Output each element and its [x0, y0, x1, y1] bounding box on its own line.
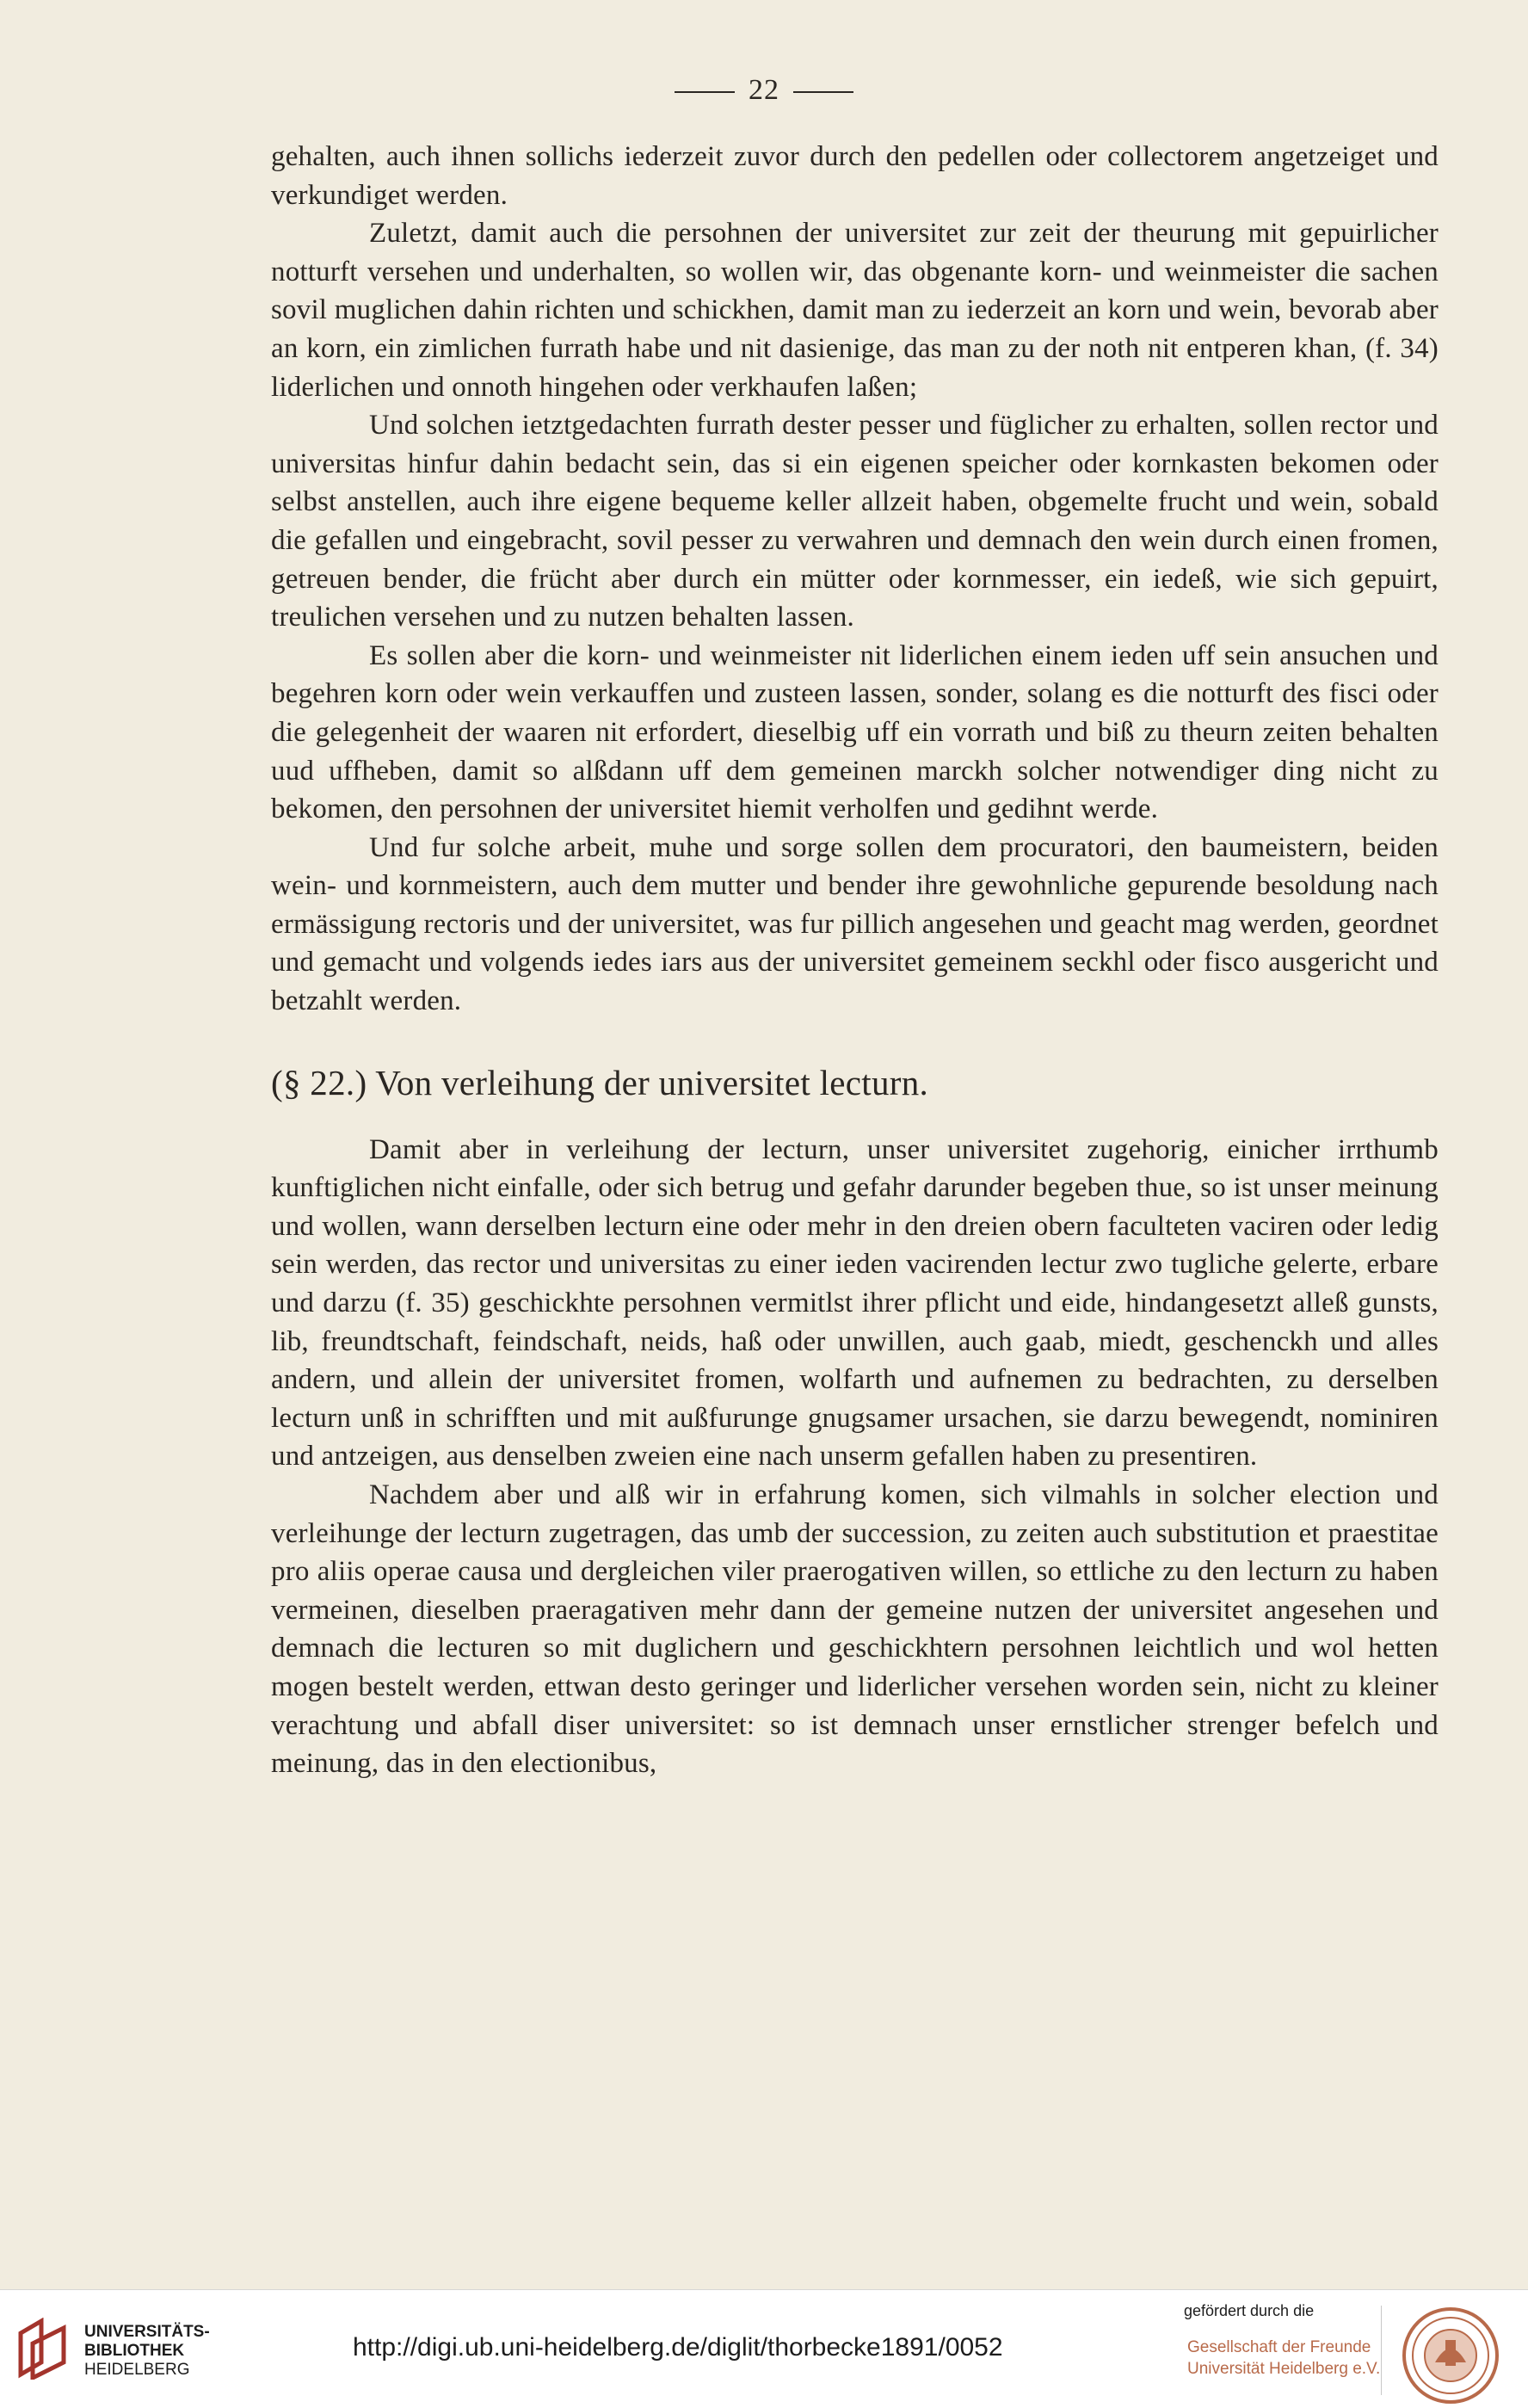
section-heading: (§ 22.) Von verleihung der universitet lecturn. [271, 1062, 929, 1102]
university-seal-icon [1401, 2306, 1500, 2405]
left-dash [675, 91, 735, 93]
library-name: UNIVERSITÄTS- BIBLIOTHEK HEIDELBERG [84, 2323, 210, 2379]
funded-by-label: gefördert durch die [1184, 2302, 1315, 2319]
footer-divider [1381, 2306, 1382, 2395]
digitization-footer [0, 2289, 1528, 2408]
paragraph: Nachdem aber und alß wir in erfahrung komen, sich vilmahls in solcher election und verleihunge der lecturn zugetragen, das umb der succession, zu zeiten auch substitution et praestitae pro aliis operae causa und dergleichen viler praerogativen willen, so ettliche zu den lecturn zu haben vermeinen, dieselben praeragativen mehr dann der gemeine nutzen der universitet angesehen und demnach die lecturen so mit duglichern und geschickhtern persohnen leichtlich und wol hetten mogen bestelt werden, ettwan desto geringer und liderlicher versehen worden sein, nicht zu kleiner verachtung und abfall diser universitet: so ist demnach unser ernstlicher strenger befelch und meinung, das in den electionibus, [271, 1479, 1439, 1780]
page-number: 22 [0, 74, 1528, 107]
paragraph: Es sollen aber die korn- und weinmeister nit liderlichen einem ieden uff sein ansuchen und begehren korn oder wein verkauffen und zusteen lassen, sonder, solang es die notturft des fisci oder die gelegenheit der waaren nit erfordert, dieselbig uff ein vorrath und biß zu theurn zeiten behalten uud uffheben, damit so alßdann uff dem gemeinen marckh solcher notwendiger ding nicht zu bekomen, den persohnen der universitet hiemit verholfen und gedihnt werde. [271, 639, 1439, 825]
paragraph: Und fur solche arbeit, muhe und sorge sollen dem procuratori, den baumeistern, beiden wein- und kornmeistern, auch dem mutter und bender ihre gewohnliche gepurende besoldung nach ermässigung rectoris und der universitet, was fur pillich angesehen und geacht mag werden, geordnet und gemacht und volgends iedes iars aus der universitet gemeinem seckhl oder fisco ausgericht und betzahlt werden. [271, 831, 1439, 1017]
paragraph: Und solchen ietztgedachten furrath dester pesser und füglicher zu erhalten, sollen rector und universitas hinfur dahin bedacht sein, das si ein eigenen speicher oder kornkasten bekomen oder selbst anstellen, auch ihre eigene bequeme keller allzeit haben, obgemelte frucht und wein, sobald die gefallen und eingebracht, sovil pesser zu verwahren und demnach den wein durch einen fromen, getreuen bender, die frücht aber durch ein mütter oder kornmesser, ein iedeß, wie sich gepuirt, treulichen versehen und zu nutzen behalten lassen. [271, 410, 1439, 633]
library-logo-icon [15, 2318, 69, 2380]
paragraph: gehalten, auch ihnen sollichs iederzeit zuvor durch den pedellen oder collectorem angetzeiget und verkundiget werden. [271, 141, 1439, 211]
society-name: Gesellschaft der Freunde Universität Heidelberg e.V. [1187, 2338, 1381, 2378]
paragraph: Zuletzt, damit auch die persohnen der universitet zur zeit der theurung mit gepuirlicher notturft versehen und underhalten, so wollen wir, das obgenante korn- und weinmeister die sachen sovil muglichen dahin richten und schickhen, damit man zu iederzeit an korn und wein, bevorab aber an korn, ein zimlichen furrath habe und nit dasienige, das man zu der noth nit entperen khan, (f. 34) liderlichen und onnoth hingehen oder verkhaufen laßen; [271, 218, 1439, 403]
permalink-url[interactable]: http://digi.ub.uni-heidelberg.de/diglit/thorbecke1891/0052 [353, 2333, 1003, 2362]
paragraph: Damit aber in verleihung der lecturn, unser universitet zugehorig, einicher irrthumb kunftiglichen nicht einfalle, oder sich betrug und gefahr darunder begeben thue, so ist unser meinung und wollen, wann derselben lecturn eine oder mehr in den dreien obern faculteten vaciren oder ledig sein werden, das rector und universitas zu einer ieden vacirenden lectur zwo tugliche gelerte, erbare und darzu (f. 35) geschickhte persohnen vermitlst ihrer pflicht und eide, hindangesetzt alleß gunsts, lib, freundtschaft, feindschaft, neids, haß oder unwillen, auch gaab, miedt, geschenckh und alles andern, und allein der universitet fromen, wolfarth und aufnemen zu bedrachten, zu derselben lecturn unß in schrifften und mit außfurunge gnugsamer ursachen, sie darzu bewegendt, nominiren und antzeigen, aus denselben zweien eine nach unserm gefallen haben zu presentiren. [271, 1133, 1439, 1473]
right-dash [793, 91, 853, 93]
body-text [271, 138, 1439, 1783]
